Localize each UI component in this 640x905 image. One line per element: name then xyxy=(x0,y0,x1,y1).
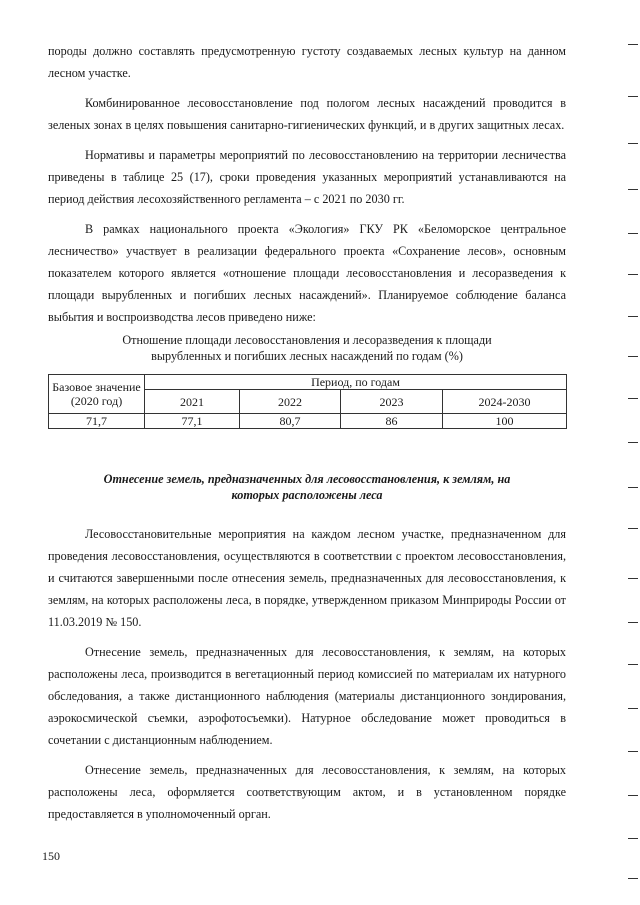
header-year-2021: 2021 xyxy=(145,390,240,414)
margin-tick xyxy=(628,356,638,357)
paragraph-national-project: В рамках национального проекта «Экология» ГКУ РК «Беломорское центральное лесничество» участвует в реализации федерального проекта «Сохранение лесов», основным показателем которого является «отношение площади лесовосстановления и лесоразведения к площади вырубленных и погибших лесных насаждений». Планируемое соблюдение баланса выбытия и воспроизводства лесов приведено ниже: xyxy=(48,222,566,324)
cell-2024-2030: 100 xyxy=(443,414,567,429)
reforestation-ratio-table xyxy=(48,374,567,429)
margin-tick xyxy=(628,96,638,97)
header-period: Период, по годам xyxy=(145,375,567,390)
margin-tick xyxy=(628,233,638,234)
paragraph-act: Отнесение земель, предназначенных для лесовосстановления, к землям, на которых расположены леса, оформляется соответствующим актом, и в установленном порядке предоставляется в уполномоченный орган. xyxy=(48,763,566,821)
margin-tick xyxy=(628,878,638,879)
cell-2022: 80,7 xyxy=(240,414,341,429)
margin-tick xyxy=(628,622,638,623)
margin-tick xyxy=(628,528,638,529)
cell-2023: 86 xyxy=(341,414,443,429)
paragraph-land-classification: Отнесение земель, предназначенных для лесовосстановления, к землям, на которых расположены леса, производится в вегетационный период комиссией по материалам их натурного обследования, а также дистанционного наблюдения (материалы дистанционного зондирования, аэрокосмической съемки, аэрофотосъемки). Натурное обследование может проводиться в сочетании с дистанционным наблюдением. xyxy=(48,645,566,747)
page-number: 150 xyxy=(42,849,60,863)
margin-tick xyxy=(628,708,638,709)
margin-tick xyxy=(628,398,638,399)
margin-tick xyxy=(628,838,638,839)
margin-tick xyxy=(628,143,638,144)
margin-tick xyxy=(628,316,638,317)
margin-tick xyxy=(628,189,638,190)
document-page xyxy=(48,40,566,833)
paragraph-reforestation-measures: Лесовосстановительные мероприятия на каждом лесном участке, предназначенном для проведения лесовосстановления, осуществляются в соответствии с проектом лесовосстановления, и считаются завершенными после отнесения земель, предназначенных для лесовосстановления, к землям, на которых расположены леса, в порядке, утвержденном приказом Минприроды России от 11.03.2019 № 150. xyxy=(48,527,566,629)
margin-tick xyxy=(628,664,638,665)
margin-tick xyxy=(628,442,638,443)
margin-tick xyxy=(628,751,638,752)
margin-tick xyxy=(628,274,638,275)
paragraph-norms: Нормативы и параметры мероприятий по лесовосстановлению на территории лесничества приведены в таблице 25 (17), сроки проведения указанных мероприятий устанавливаются на период действия лесохозяйственного регламента – с 2021 по 2030 гг. xyxy=(48,148,566,206)
cell-2021: 77,1 xyxy=(145,414,240,429)
table-caption: Отношение площади лесовосстановления и лесоразведения к площади вырубленных и погибших лесных насаждений по годам (%) xyxy=(122,333,492,363)
paragraph-combined-reforestation: Комбинированное лесовосстановление под пологом лесных насаждений проводится в зеленых зонах в целях повышения санитарно-гигиенических функций, и в других защитных лесах. xyxy=(48,96,566,132)
margin-tick xyxy=(628,795,638,796)
cell-base-value: 71,7 xyxy=(49,414,145,429)
margin-tick xyxy=(628,487,638,488)
paragraph-continuation: породы должно составлять предусмотренную густоту создаваемых лесных культур на данном лесном участке. xyxy=(48,44,566,80)
margin-tick xyxy=(628,44,638,45)
table-header-row xyxy=(49,375,567,390)
margin-tick xyxy=(628,578,638,579)
header-year-2023: 2023 xyxy=(341,390,443,414)
header-year-2022: 2022 xyxy=(240,390,341,414)
header-year-2024-2030: 2024-2030 xyxy=(443,390,567,414)
scan-margin-marks xyxy=(616,0,640,905)
table-row xyxy=(49,414,567,429)
section-title: Отнесение земель, предназначенных для лесовосстановления, к землям, на которых расположены леса xyxy=(103,472,511,502)
header-base-value: Базовое значение (2020 год) xyxy=(49,375,145,414)
